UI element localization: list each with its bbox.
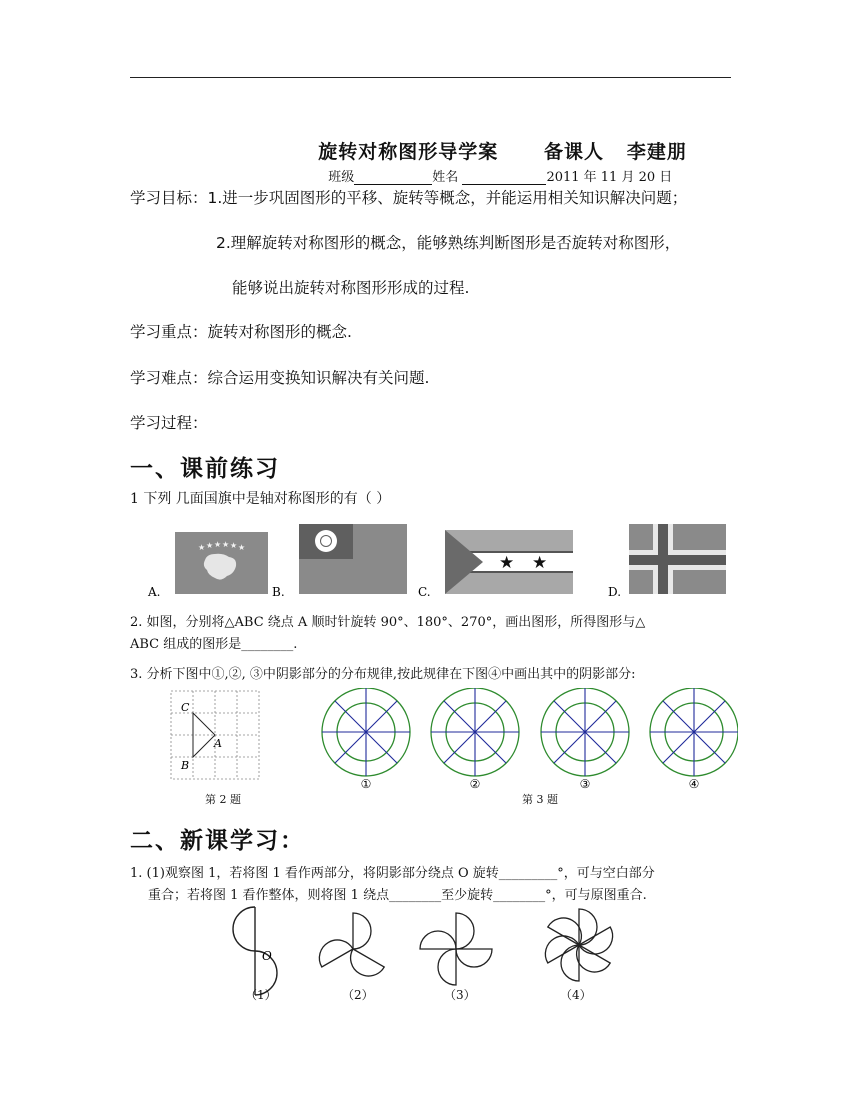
section2-heading: 二、新课学习：	[130, 828, 305, 854]
circle-4-label: ④	[688, 777, 700, 791]
flag-d-cross-h	[629, 555, 726, 565]
pinwheel-blade	[545, 936, 579, 963]
circle-pattern-2	[431, 688, 519, 776]
flag-b-label: B.	[272, 585, 285, 599]
figure-1-label: （1）	[245, 988, 277, 1002]
goal-2: 2.理解旋转对称图形的概念，能够熟练判断图形是否旋转对称图形，	[216, 234, 681, 252]
date-text: 2011 年 11 月 20 日	[546, 170, 673, 185]
preparer-name: 李建朋	[626, 141, 687, 163]
flag-c-star-2-icon: ★	[532, 553, 548, 573]
triangle-grid-figure	[168, 688, 268, 784]
figure-3-pinwheel	[420, 913, 492, 985]
question-3: 3. 分析下图中①,②, ③中阴影部分的分布规律,按此规律在下图④中画出其中的阴影部分:	[130, 667, 636, 682]
pinwheel-blade	[579, 927, 613, 954]
section1-heading: 一、课前练习	[130, 456, 280, 482]
pinwheel-blade	[438, 949, 456, 985]
figure-3-label: （3）	[444, 988, 476, 1002]
circle-pattern-3	[541, 688, 629, 776]
flag-c-star-1-icon: ★	[499, 553, 515, 573]
flag-a-label: A.	[148, 585, 161, 599]
class-field[interactable]	[354, 170, 432, 185]
figure-4-label: （4）	[560, 988, 592, 1002]
circle-pattern-1	[322, 688, 410, 776]
goal-1: 1.进一步巩固图形的平移、旋转等概念，并能运用相关知识解决问题；	[207, 189, 688, 207]
question-2-line1: 2. 如图，分别将△ABC 绕点 A 顺时针旋转 90°、180°、270°，画出图形，所得图形与△	[130, 615, 646, 630]
pinwheel-blade	[319, 940, 353, 967]
question-1: 1 下列 几面国旗中是轴对称图形的有（ ）	[130, 491, 391, 507]
pinwheel-blade	[353, 913, 371, 949]
circle-pattern-4	[650, 688, 738, 776]
flag-b-sun-core	[321, 536, 331, 546]
svg-text:★: ★	[238, 543, 246, 552]
question-2-line2: ABC 组成的图形是________.	[130, 637, 298, 652]
flag-d-label: D.	[608, 585, 622, 599]
name-field[interactable]	[462, 170, 546, 185]
figure-4-pinwheel	[545, 909, 612, 981]
circle-2-label: ②	[469, 777, 481, 791]
student-info-line	[320, 151, 672, 185]
circle-1-label: ①	[360, 777, 372, 791]
point-c-label: C	[181, 701, 190, 714]
class-label: 班级	[328, 170, 355, 185]
goals-line1	[130, 186, 687, 208]
point-b-label: B	[181, 759, 190, 772]
pinwheel-blade	[420, 931, 456, 949]
flag-c-label: C.	[418, 585, 431, 599]
goals-label: 学习目标：	[130, 189, 208, 207]
preparer-label: 备课人	[543, 141, 604, 163]
flag-b	[299, 524, 407, 594]
figure-2-label: （2）	[342, 988, 374, 1002]
figure-3-caption: 第 3 题	[522, 793, 558, 806]
flag-a	[175, 532, 268, 594]
pinwheel-blade	[456, 913, 474, 949]
key-point: 学习重点：旋转对称图形的概念.	[130, 323, 352, 341]
top-rule	[130, 77, 731, 78]
process-label: 学习过程：	[130, 414, 208, 432]
flag-d	[629, 524, 726, 594]
point-o-label: O	[262, 949, 272, 963]
new-question-1-line1: 1. (1)观察图 1，若将图 1 看作两部分，将阴影部分绕点 O 旋转_________°，可与空白部分	[130, 866, 655, 881]
svg-text:★: ★	[206, 541, 214, 550]
pinwheel-blade	[351, 949, 385, 976]
flag-c	[445, 530, 573, 594]
circle-3-label: ③	[579, 777, 591, 791]
difficulty: 学习难点：综合运用变换知识解决有关问题.	[130, 369, 430, 387]
svg-text:★: ★	[230, 541, 238, 550]
flags-figure	[145, 520, 745, 602]
svg-text:★: ★	[198, 543, 206, 552]
circle-patterns-figure	[318, 688, 738, 792]
svg-text:★: ★	[214, 540, 222, 549]
title-text: 旋转对称图形导学案	[318, 141, 499, 163]
new-question-1-line2: 重合；若将图 1 看作整体，则将图 1 绕点________至少旋转________°，可与原图重合.	[148, 888, 647, 903]
svg-text:★: ★	[222, 540, 230, 549]
name-label: 姓名	[432, 170, 459, 185]
point-a-label: A	[214, 737, 222, 750]
pinwheel-blade	[456, 949, 492, 967]
goal-3: 能够说出旋转对称图形形成的过程.	[232, 279, 470, 297]
figure-2-pinwheel	[319, 913, 384, 976]
circle-group	[322, 688, 738, 776]
figure-2-caption: 第 2 题	[205, 793, 241, 806]
